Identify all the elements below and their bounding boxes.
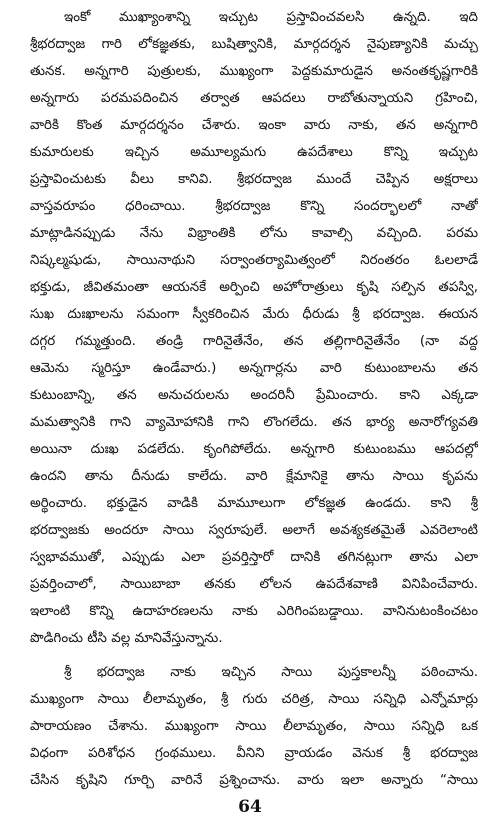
text-line: ప్రస్తావించుటకు వీలు కానివి. శ్రీభరద్వాజ ముందే చెప్పిన అక్షరాలు <box>30 172 478 187</box>
text-line: ఆమెను స్మరిస్తూ ఉండేవారు.) అన్నగార్లను వారి కుటుంబాలను తన <box>30 361 478 376</box>
text-line: చేసిన కృషిని గూర్చి వారినే ప్రశ్నించాను. వారు ఇలా అన్నారు “సాయి <box>30 773 478 788</box>
text-line: మమత్వానికి గాని వ్యామోహానికి గాని లొంగలేదు. తన భార్య అనారోగ్యవతి <box>30 415 478 430</box>
text-line: దగ్గర గమ్మత్తుంది. తండ్రి గారినైతేనేం, తన తల్లిగారినైతేనేం (నా వద్ద <box>30 334 478 349</box>
page-number: 64 <box>238 797 262 817</box>
text-line: అర్థించారు. భక్తుడైన వాడికి మామూలుగా లోకజ్ఞత ఉండదు. కాని శ్రీ <box>30 496 478 511</box>
text-line: మాట్లాడినప్పుడు నేను విభ్రాంతికి లోను కావాల్సి వచ్చింది. పరమ <box>30 226 478 241</box>
text-line: వారికి కొంత మార్గదర్శనం చేశారు. ఇంకా వారు నాకు, తన అన్నగారి <box>30 118 478 133</box>
body-text <box>30 4 478 794</box>
text-line: పారాయణం చేశాను. ముఖ్యంగా సాయి లీలామృతం, సాయి సన్నిధి ఒక <box>30 719 478 734</box>
paragraph-2 <box>30 659 478 794</box>
text-line: తునక. అన్నగారి పుత్రులకు, ముఖ్యంగా పెద్దకుమారుడైన అనంతకృష్ణగారికి <box>30 64 478 79</box>
text-line: సుఖ దుఃఖాలను సమంగా స్వీకరించిన మేరు ధీరుడు శ్రీ భరద్వాజ. ఈయన <box>30 307 478 322</box>
text-line: భరద్వాజకు అందరూ సాయి స్వరూపులే. అలాగే అవశ్యకతమైతే ఎవరెలాంటి <box>30 523 478 538</box>
text-line: భక్తుడు, జీవితమంతా ఆయనకే అర్పించి అహోరాత్రులు కృషి సల్పిన తపస్వి, <box>30 280 478 295</box>
text-line: ఉందని తాను దీనుడు కాలేదు. వారి క్షేమానికై తాను సాయి కృపను <box>30 469 478 484</box>
text-line: పొడిగించు టీసి వల్ల మానివేస్తున్నాను. <box>30 631 223 646</box>
text-line: వాస్తవరూపం ధరించాయి. శ్రీభరద్వాజ కొన్ని సందర్భాలలో నాతో <box>30 199 478 214</box>
text-line: అయినా దుఃఖ పడలేదు. కృంగిపోలేదు. అన్నగారి కుటుంబము ఆపదల్లో <box>30 442 478 457</box>
text-line: విధంగా పరిశోధన గ్రంథములు. వీనిని వ్రాయడం వెనుక శ్రీ భరద్వాజ <box>30 746 478 761</box>
text-line: ప్రవర్తించాలో, సాయిబాబా తనకు లోలన ఉపదేశవాణి వినిపించేవారు. <box>30 577 478 592</box>
text-line: ఇలాంటి కొన్ని ఉదాహరణలను నాకు ఎరిగింపబడ్డాయి. వానినుటంకించటం <box>30 604 478 619</box>
text-line: ముఖ్యంగా సాయి లీలామృతం, శ్రీ గురు చరిత్ర, సాయి సన్నిధి ఎన్నోమార్లు <box>30 692 478 707</box>
text-line: స్వభావముతో, ఎప్పుడు ఎలా ప్రవర్తిస్తారో దానికి తగినట్లుగా తాను ఎలా <box>30 550 478 565</box>
text-line: కుమారులకు ఇచ్చిన అమూల్యమగు ఉపదేశాలు కొన్ని ఇచ్చుట <box>30 145 478 160</box>
text-line: నిష్కల్మషుడు, సాయినాథుని సర్వాంతర్యామిత్వంలో నిరంతరం ఓలలాడే <box>30 253 478 268</box>
paragraph-spacer <box>30 652 478 659</box>
text-line: కుటుంబాన్ని, తన అనుచరులను అందరినీ ప్రేమించారు. కాని ఎక్కడా <box>30 388 478 403</box>
text-line: శ్రీభరద్వాజ గారి లోకజ్ఞతకు, బుషిత్వానికి, మార్గదర్శన నైపుణ్యానికి మచ్చు <box>30 37 478 52</box>
text-line: ఇంకో ముఖ్యాంశాన్ని ఇచ్చుట ప్రస్తావించవలసి ఉన్నది. ఇది <box>64 10 478 25</box>
text-line: అన్నగారు పరమపదించిన తర్వాత ఆపదలు రాబోతున్నాయని గ్రహించి, <box>30 91 478 106</box>
paragraph-1 <box>30 4 478 652</box>
text-line: శ్రీ భరద్వాజ నాకు ఇచ్చిన సాయి పుస్తకాలన్నీ పఠించాను. <box>64 665 478 680</box>
